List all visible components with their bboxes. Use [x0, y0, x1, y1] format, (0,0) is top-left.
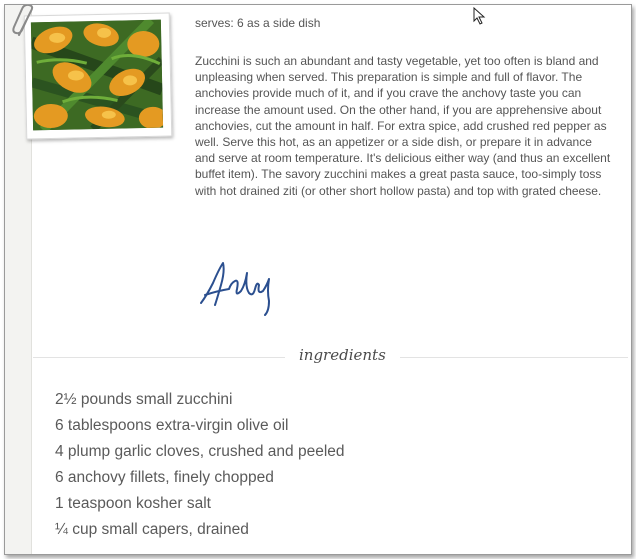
- ingredient-item: 2½ pounds small zucchini: [55, 391, 233, 408]
- ingredient-item: 1 teaspoon kosher salt: [55, 495, 211, 512]
- ingredient-item: 6 anchovy fillets, finely chopped: [55, 469, 274, 486]
- serving-size: serves: 6 as a side dish: [195, 16, 321, 30]
- ingredient-item: ¼ cup small capers, drained: [55, 521, 249, 538]
- zucchini-blossoms-photo: [31, 20, 163, 131]
- ingredient-item: 6 tablespoons extra-virgin olive oil: [55, 417, 289, 434]
- author-signature: [195, 255, 285, 319]
- paperclip-icon: [11, 5, 37, 41]
- ingredient-item: 4 plump garlic cloves, crushed and peeled: [55, 443, 345, 460]
- ingredients-heading: ingredients: [285, 346, 400, 364]
- recipe-description: Zucchini is such an abundant and tasty vegetable, yet too often is bland and unpleasing when served. This preparation is simple and full of flavor. The anchovies provide much of it, and if you crave the anchovy taste you can increase the amount used. On the other hand, if you are apprehensive about anchovies, cut the amount in half. For extra spice, add crushed red pepper as well. Serve this hot, as an appetizer or a side dish, or prepare it in advance and serve at room temperature. It's delicious either way (and thus an excellent buffet item). The savory zucchini makes a great pasta sauce, too-simply toss with hot drained ziti (or other short hollow pasta) and top with grated cheese.: [195, 54, 611, 198]
- recipe-panel: [4, 4, 632, 555]
- ingredient-list: [55, 387, 345, 543]
- mouse-pointer-icon: [473, 7, 487, 25]
- recipe-photo-frame: [24, 12, 173, 139]
